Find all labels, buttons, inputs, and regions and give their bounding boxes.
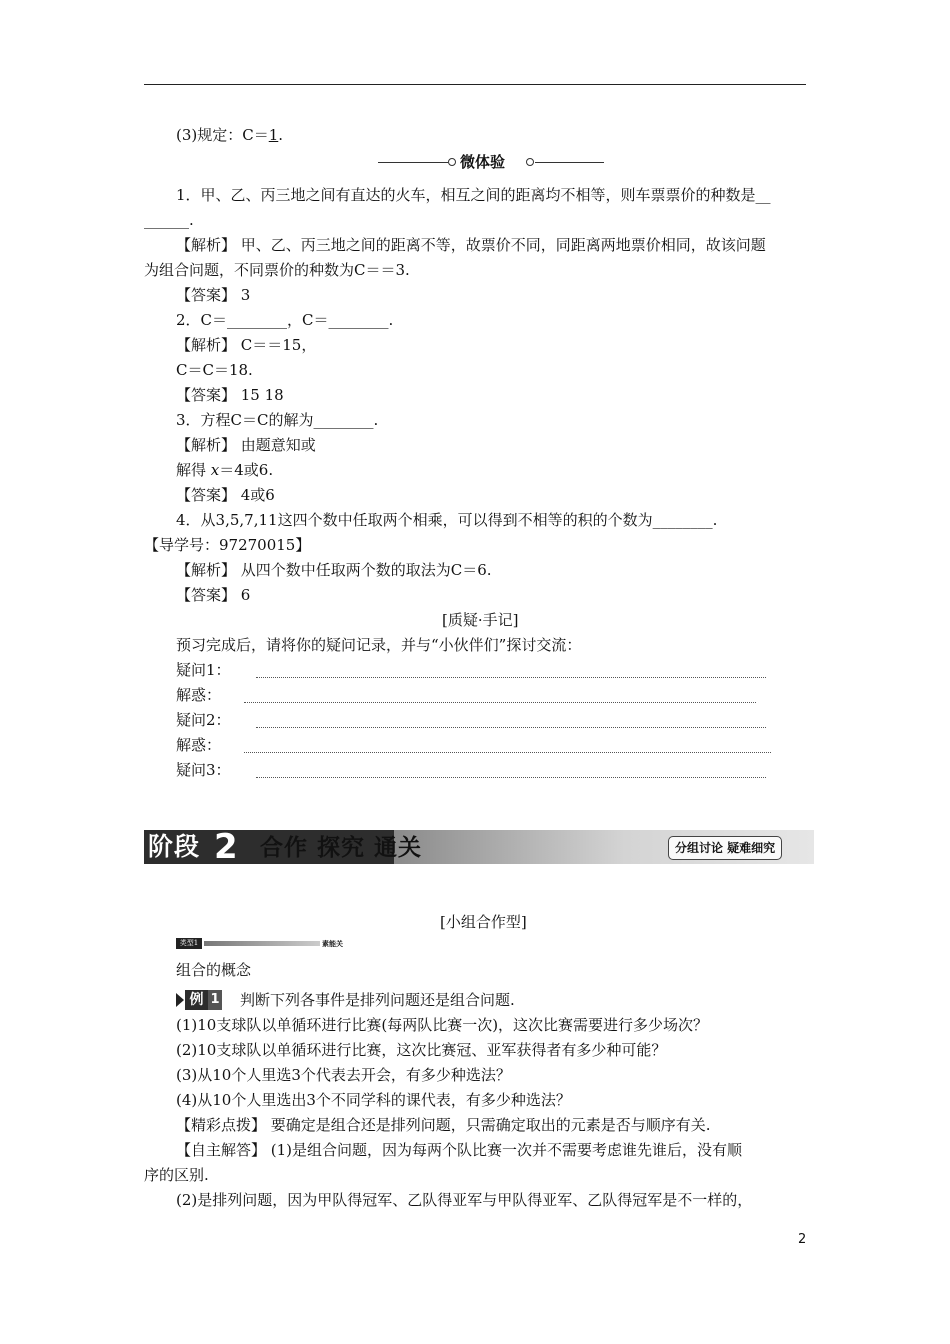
answer-2-label: 解惑： [176, 736, 222, 754]
q3-analysis-cont: 解得 x＝4或6. [176, 461, 274, 479]
answer-1-line[interactable] [244, 702, 756, 703]
q1-analysis: 【解析】 甲、乙、丙三地之间的距离不等，故票价不同，同距离两地票价相同，故该问题 [176, 236, 766, 254]
answer-2: (2)是排列问题，因为甲队得冠军、乙队得亚军与甲队得亚军、乙队得冠军是不一样的， [176, 1191, 753, 1209]
question-1-cont: ______. [144, 211, 194, 229]
q3-answer: 【答案】 4或6 [176, 486, 275, 504]
header-rule [144, 84, 806, 85]
q1-answer: 【答案】 3 [176, 286, 251, 304]
type-bar-fill [204, 941, 320, 946]
type-bar [176, 938, 344, 949]
item-4: (4)从10个人里选出3个不同学科的课代表，有多少种选法？ [176, 1091, 571, 1109]
doubt-1-line[interactable] [256, 677, 766, 678]
question-4: 4．从3,5,7,11这四个数中任取两个相乘，可以得到不相等的积的个数为________. [176, 511, 718, 529]
q2-answer: 【答案】 15 18 [176, 386, 284, 404]
section-title [378, 152, 604, 172]
q3-analysis: 【解析】 由题意知或 [176, 436, 316, 454]
rule-3: (3)规定：C＝1. [176, 126, 284, 144]
q4-answer: 【答案】 6 [176, 586, 251, 604]
stage-banner [144, 827, 814, 867]
q2-analysis-cont: C＝C＝18. [176, 361, 253, 379]
answer-2-line[interactable] [244, 752, 771, 753]
question-1: 1．甲、乙、丙三地之间有直达的火车，相互之间的距离均不相等，则车票票价的种数是__ [176, 186, 771, 204]
answer-1-label: 解惑： [176, 686, 222, 704]
guide-number: 【导学号：97270015】 [144, 536, 311, 554]
notes-header: [质疑·手记] [442, 611, 519, 629]
title-dot-right [526, 158, 534, 166]
self-answer: 【自主解答】 (1)是组合问题，因为每两个队比赛一次并不需要考虑谁先谁后，没有顺 [176, 1141, 743, 1159]
banner-tag: 分组讨论 疑难细究 [668, 836, 782, 860]
example-number: 1 [208, 990, 222, 1010]
notes-intro: 预习完成后，请将你的疑问记录，并与“小伙伴们”探讨交流： [176, 636, 582, 654]
example-arrow-icon [176, 993, 184, 1007]
page-number: 2 [798, 1232, 807, 1247]
concept-title: 组合的概念 [176, 961, 252, 979]
title-rule-right [535, 162, 604, 163]
example-badge [176, 990, 222, 1010]
group-header: [小组合作型] [440, 913, 527, 931]
q1-analysis-cont: 为组合问题，不同票价的种数为C＝＝3. [144, 261, 410, 279]
type-bar-end: 素能关 [322, 939, 343, 948]
tip: 【精彩点拨】 要确定是组合还是排列问题，只需确定取出的元素是否与顺序有关. [176, 1116, 711, 1134]
question-2: 2．C＝________，C＝________. [176, 311, 394, 329]
item-1: (1)10支球队以单循环进行比赛(每两队比赛一次)，这次比赛需要进行多少场次？ [176, 1016, 709, 1034]
example-text: 判断下列各事件是排列问题还是组合问题. [240, 991, 515, 1009]
doubt-3-line[interactable] [256, 777, 766, 778]
doubt-1-label: 疑问1： [176, 661, 231, 679]
banner-stage-label: 阶段 [148, 832, 201, 861]
title-dot-left [448, 158, 456, 166]
type-label: 类型1 [176, 938, 202, 949]
doubt-2-line[interactable] [256, 727, 766, 728]
self-answer-cont: 序的区别. [144, 1166, 209, 1184]
question-3: 3．方程C＝C的解为________. [176, 411, 379, 429]
q4-analysis: 【解析】 从四个数中任取两个数的取法为C＝6. [176, 561, 492, 579]
doubt-3-label: 疑问3： [176, 761, 231, 779]
item-2: (2)10支球队以单循环进行比赛，这次比赛冠、亚军获得者有多少种可能？ [176, 1041, 667, 1059]
q2-analysis: 【解析】 C＝＝15， [176, 336, 317, 354]
title-rule-left [378, 162, 448, 163]
banner-title: 合作 探究 通关 [260, 834, 423, 861]
banner-stage-number: 2 [214, 827, 238, 867]
doubt-2-label: 疑问2： [176, 711, 231, 729]
section-title-text: 微体验 [460, 153, 506, 171]
item-3: (3)从10个人里选3个代表去开会，有多少种选法？ [176, 1066, 511, 1084]
example-label: 例 [185, 990, 208, 1010]
